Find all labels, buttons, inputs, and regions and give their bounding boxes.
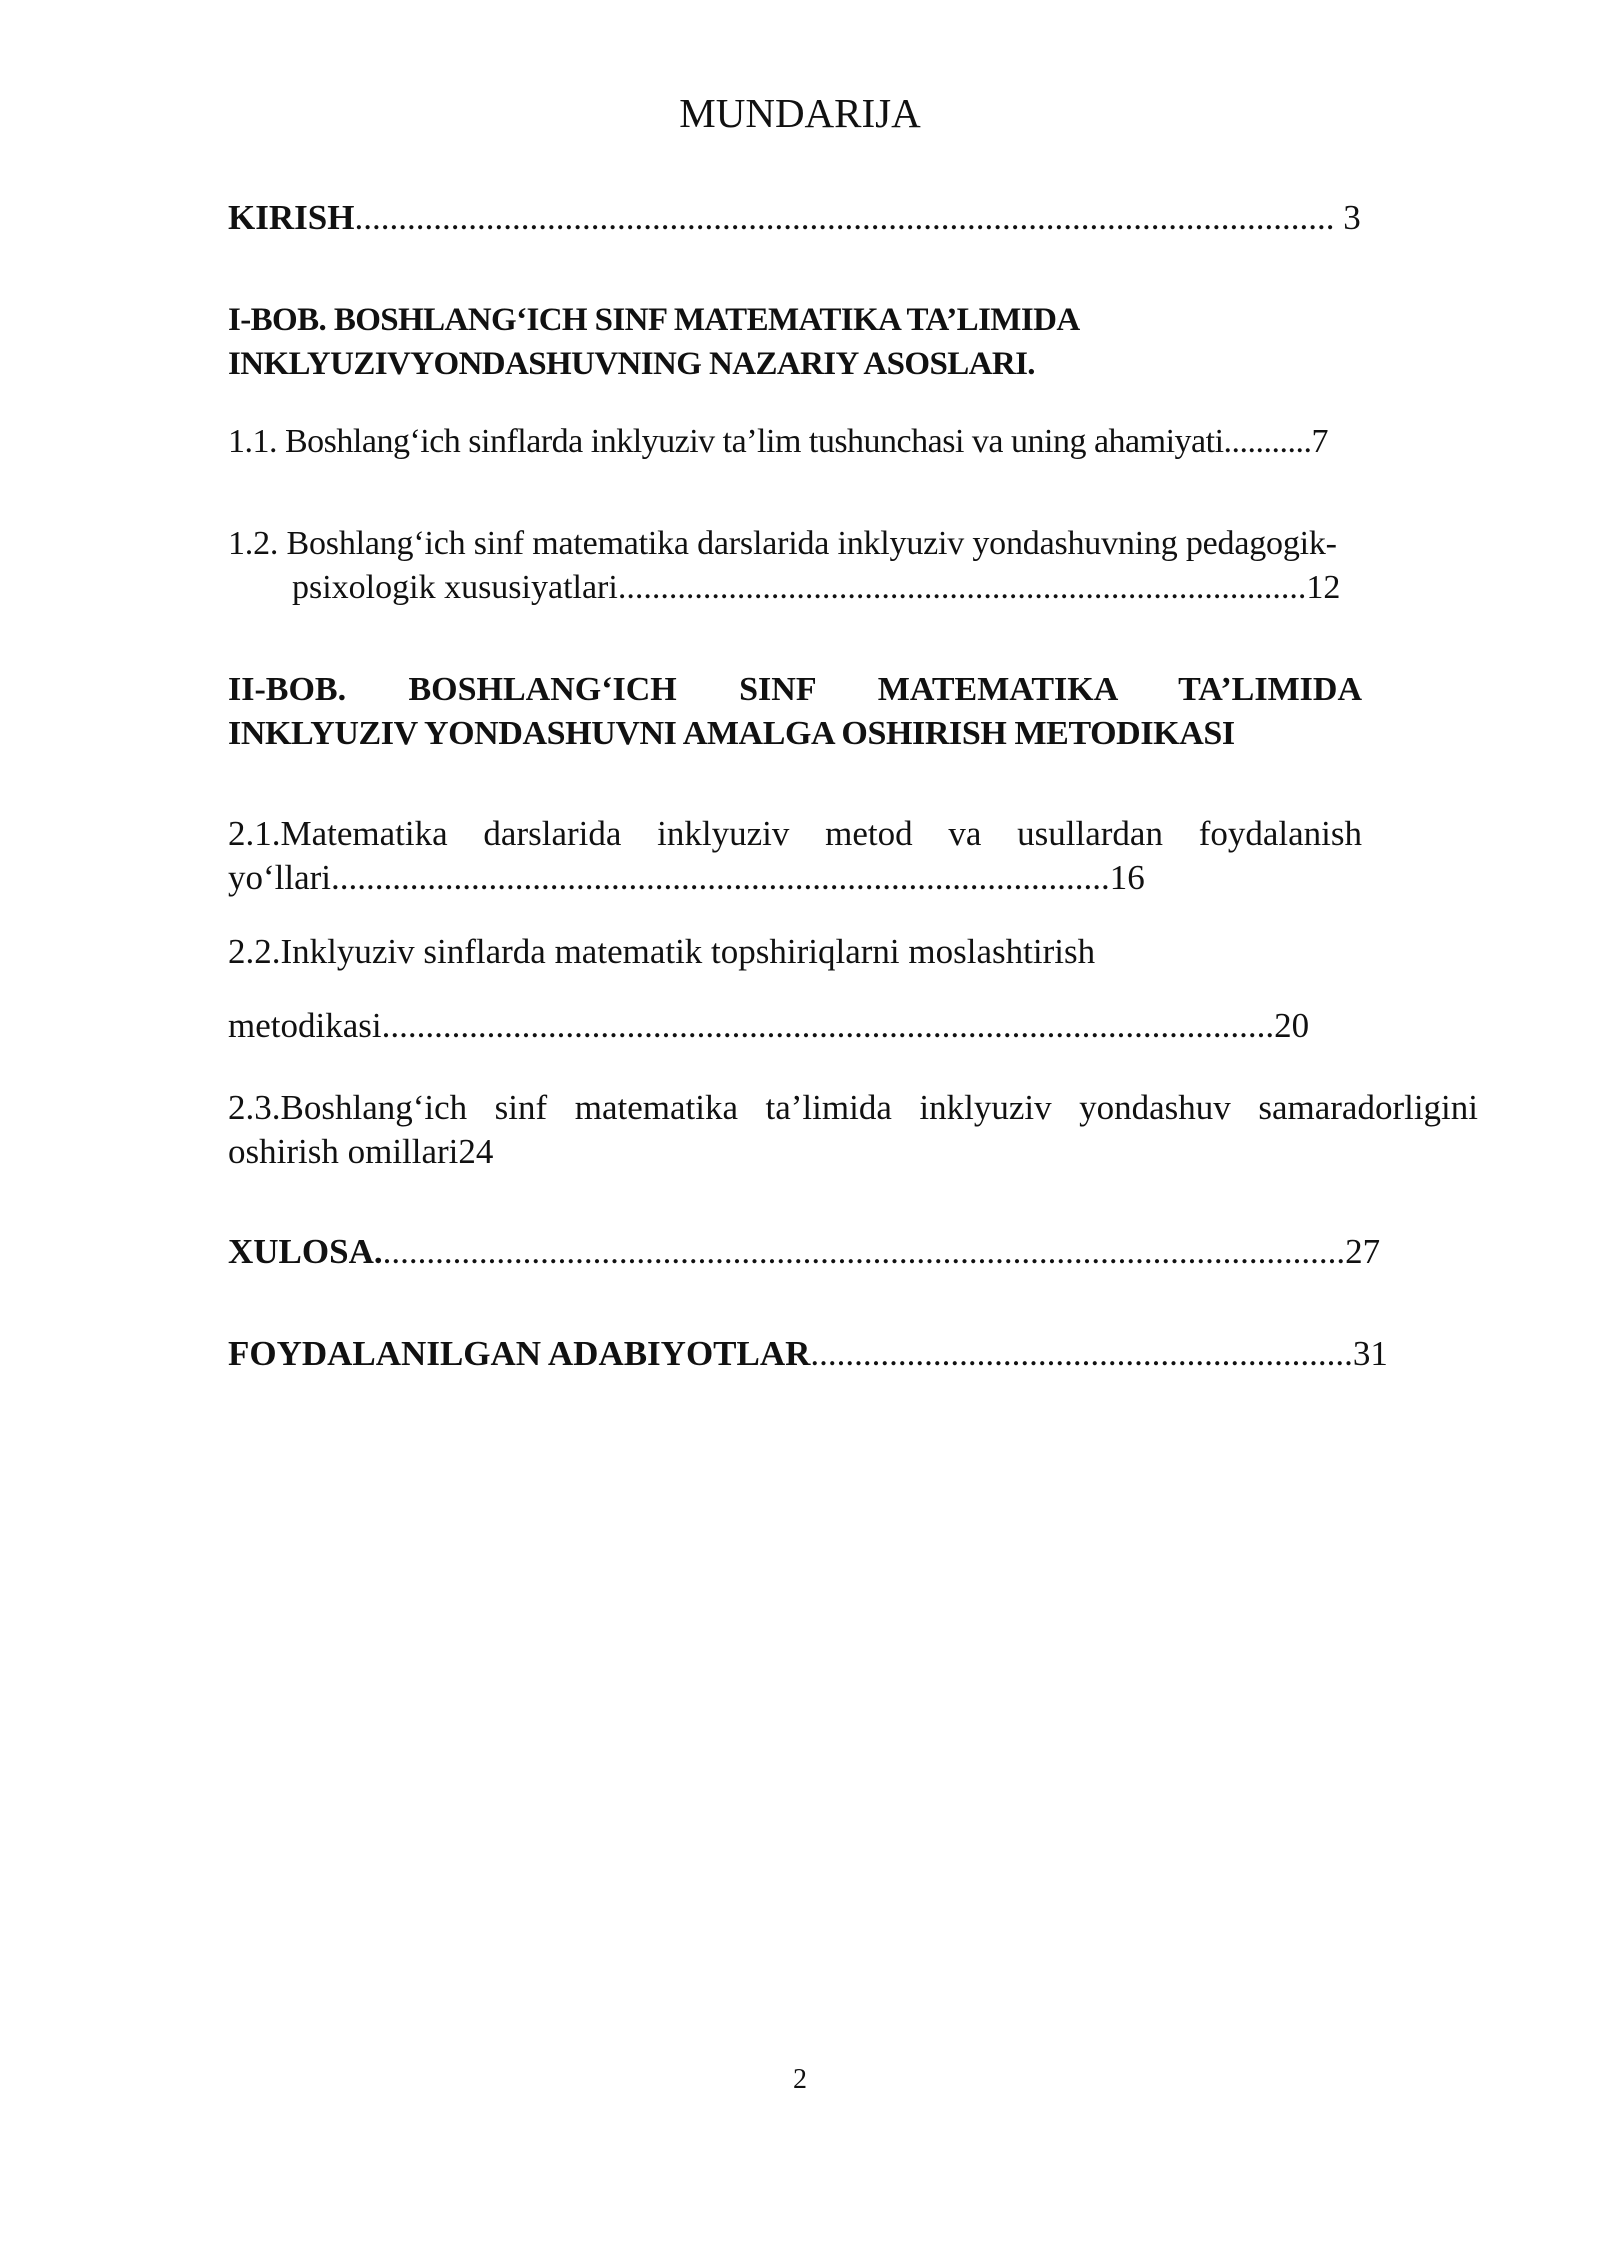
toc-label: psixologik xususiyatlari xyxy=(292,569,618,606)
toc-page: 3 xyxy=(1334,198,1361,237)
toc-page: 7 xyxy=(1311,423,1329,460)
toc-entry-1-2-line1[interactable] xyxy=(228,522,1337,566)
chapter1-heading-line1: I-BOB. BOSHLANG‘ICH SINF MATEMATIKA TA’LIMIDA xyxy=(228,302,1080,338)
toc-page: 12 xyxy=(1306,569,1341,606)
toc-dots: ................................................................................. xyxy=(617,569,1307,606)
toc-label: XULOSA. xyxy=(228,1232,383,1271)
toc-dots: ...................................................................................................... xyxy=(381,1006,1275,1045)
toc-entry-2-1-line1[interactable]: 2.1.Matematika darslarida inklyuziv metod va usullardan foydalanish xyxy=(228,814,1362,853)
toc-entry-2-2-line1[interactable]: 2.2.Inklyuziv sinflarda matematik topshiriqlarni moslashtirish xyxy=(228,932,1096,971)
toc-entry-1-1[interactable] xyxy=(228,420,1328,464)
toc-page: 27 xyxy=(1345,1232,1381,1271)
toc-entry-adabiyotlar[interactable] xyxy=(228,1332,1388,1376)
toc-label: metodikasi xyxy=(228,1006,382,1045)
toc-label: KIRISH xyxy=(228,198,355,237)
toc-label: yo‘llari xyxy=(228,858,332,897)
toc-dots: ........... xyxy=(1223,423,1312,460)
toc-page: 16 xyxy=(1109,858,1145,897)
toc-dots: .............................................................................................................. xyxy=(382,1232,1346,1271)
toc-label: Boshlang‘ich sinf matematika darslarida inklyuziv yondashuvning pedagogik- xyxy=(286,525,1337,562)
toc-entry-kirish[interactable] xyxy=(228,196,1361,240)
page-title: MUNDARIJA xyxy=(679,90,921,136)
toc-entry-xulosa[interactable] xyxy=(228,1230,1380,1274)
toc-dots: ......................................................................................... xyxy=(331,858,1110,897)
toc-entry-2-3-line1[interactable]: 2.3.Boshlang‘ich sinf matematika ta’limida inklyuziv yondashuv samaradorligini xyxy=(228,1088,1478,1127)
toc-entry-1-2-line2[interactable] xyxy=(292,566,1340,610)
toc-page: 20 xyxy=(1274,1006,1310,1045)
toc-entry-2-2-line2[interactable] xyxy=(228,1004,1309,1048)
toc-dots: .............................................................. xyxy=(810,1334,1353,1373)
toc-page: 31 xyxy=(1352,1334,1388,1373)
toc-dots: ................................................................................................................ xyxy=(354,198,1335,237)
toc-label: FOYDALANILGAN ADABIYOTLAR xyxy=(228,1334,811,1373)
toc-label: Boshlang‘ich sinflarda inklyuziv ta’lim tushunchasi va uning ahamiyati xyxy=(285,423,1224,460)
page-number: 2 xyxy=(793,2064,807,2095)
chapter1-heading-line2: INKLYUZIVYONDASHUVNING NAZARIY ASOSLARI. xyxy=(228,346,1035,382)
section-number: 1.1. xyxy=(228,423,277,460)
section-number: 1.2. xyxy=(228,525,279,562)
chapter2-heading-line2: INKLYUZIV YONDASHUVNI AMALGA OSHIRISH METODIKASI xyxy=(228,715,1235,752)
chapter2-heading-line1: II-BOB. BOSHLANG‘ICH SINF MATEMATIKA TA’LIMIDA xyxy=(228,671,1362,708)
toc-entry-2-3-line2[interactable]: oshirish omillari24 xyxy=(228,1132,494,1171)
toc-entry-2-1-line2[interactable] xyxy=(228,856,1145,900)
